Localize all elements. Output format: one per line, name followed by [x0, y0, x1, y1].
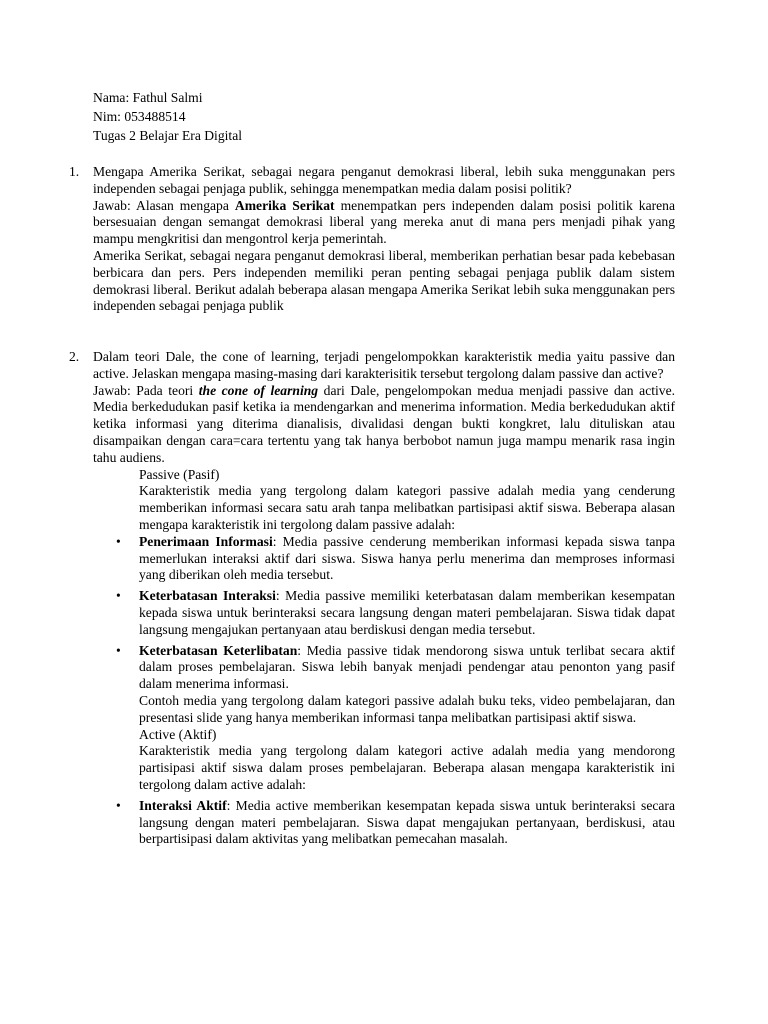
passive-heading: Passive (Pasif) [139, 466, 220, 482]
bullet-text: : Media active memberikan kesempatan kepada siswa untuk berinteraksi secara langsung dengan materi pembelajaran. Siswa dapat mengajukan pertanyaan, berdiskusi, atau berpartisipasi dalam aktivitas yang melibatkan pemecahan masalah. [139, 797, 675, 847]
bullet-term: Interaksi Aktif [139, 797, 227, 813]
active-bullet-list [93, 798, 675, 848]
passive-example: Contoh media yang tergolong dalam kategori passive adalah buku teks, video pembelajaran, dan presentasi slide yang hanya memberikan informasi tanpa melibatkan partisipasi aktif siswa. [139, 692, 675, 725]
list-item [116, 797, 675, 848]
question-2-block [69, 349, 676, 852]
question-2-text: Dalam teori Dale, the cone of learning, terjadi pengelompokkan karakteristik media yaitu passive dan active. Jelaskan mengapa masing-masing dari karakterisitik tersebut tergolong dalam passive dan active? [93, 349, 675, 381]
active-intro: Karakteristik media yang tergolong dalam kategori active adalah media yang mendorong partisipasi aktif siswa dalam proses pembelajaran. Beberapa alasan mengapa karakteristik ini tergolong dalam active adalah: [139, 743, 675, 792]
assignment-title: Tugas 2 Belajar Era Digital [93, 128, 243, 143]
question-2-number: 2. [69, 349, 80, 364]
answer-1-bold: Amerika Serikat [234, 197, 335, 213]
bullet-term: Penerimaan Informasi [139, 533, 273, 549]
list-item [116, 642, 675, 794]
answer-2-prefix: Jawab: Pada teori [93, 382, 199, 398]
question-1-paragraph-2: Amerika Serikat, sebagai negara penganut demokrasi liberal, memberikan perhatian besar pada kebebasan berbicara dan pers. Pers independen memiliki peran penting sebagai penjaga publik dalam sistem demokrasi liberal. Berikut adalah beberapa alasan mengapa Amerika Serikat lebih suka menggunakan pers independen sebagai penjaga publik [93, 247, 675, 314]
bullet-text: : Media passive cenderung memberikan informasi kepada siswa tanpa memerlukan interaksi aktif dari siswa. Siswa hanya perlu menerima dan memproses informasi yang diberikan oleh media tersebut. [139, 533, 675, 583]
passive-intro: Karakteristik media yang tergolong dalam kategori passive adalah media yang cenderung memberikan informasi secara satu arah tanpa melibatkan partisipasi aktif siswa. Beberapa alasan mengapa karakteristik ini tergolong dalam passive adalah: [139, 483, 675, 532]
document-header [93, 88, 683, 145]
bullet-term: Keterbatasan Interaksi [139, 588, 276, 604]
answer-1-prefix: Jawab: Alasan mengapa [93, 197, 235, 213]
bullet-icon: • [116, 642, 121, 658]
answer-2-rest: dari Dale, pengelompokan medua menjadi passive dan active. Media berkedudukan pasif ketika ia mendengarkan and menerima information. Media berkedudukan aktif ketika informasi yang diterima dianalisis, divalidasi dengan bukti kongkret, lalu dituliskan atau disampaikan dengan cara=cara tertentu yang tak hanya berbobot namun juga mampu menarik rasa ingin tahu audiens. [93, 382, 676, 465]
student-nim: Nim: 053488514 [93, 109, 186, 124]
bullet-icon: • [116, 588, 121, 604]
question-1-answer [93, 198, 675, 248]
bullet-term: Keterbatasan Keterlibatan [139, 642, 298, 658]
answer-1-rest: menempatkan pers independen dalam posisi politik karena bersesuaian dengan semangat demokrasi liberal yang mereka anut di mana pers menjadi pihak yang mampu mengkritisi dan mengontrol kerja pemerintah. [93, 197, 675, 247]
question-2-answer [93, 383, 675, 467]
student-name: Nama: Fathul Salmi [93, 90, 203, 105]
passive-bullet-list [93, 534, 675, 794]
question-1-number: 1. [69, 164, 80, 179]
list-item [116, 533, 675, 584]
bullet-text: : Media passive memiliki keterbatasan dalam memberikan kesempatan kepada siswa untuk berinteraksi secara langsung dengan materi pembelajaran. Siswa tidak dapat langsung mengajukan pertanyaan atau berdiskusi dengan media tersebut. [139, 588, 676, 637]
question-1-block [69, 164, 675, 315]
bullet-text: : Media passive tidak mendorong siswa untuk terlibat secara aktif dalam proses pembelajaran. Siswa lebih banyak menjadi pendengar atau penonton yang pasif dalam menerima informasi. [139, 642, 675, 692]
bullet-icon: • [116, 533, 121, 549]
list-item [116, 588, 676, 638]
question-1-text: Mengapa Amerika Serikat, sebagai negara penganut demokrasi liberal, lebih suka menggunakan pers independen sebagai penjaga publik, sehingga menempatkan media dalam posisi politik? [93, 164, 675, 196]
answer-2-italic: the cone of learning [198, 382, 319, 398]
bullet-icon: • [116, 797, 121, 813]
active-heading: Active (Aktif) [139, 726, 217, 742]
